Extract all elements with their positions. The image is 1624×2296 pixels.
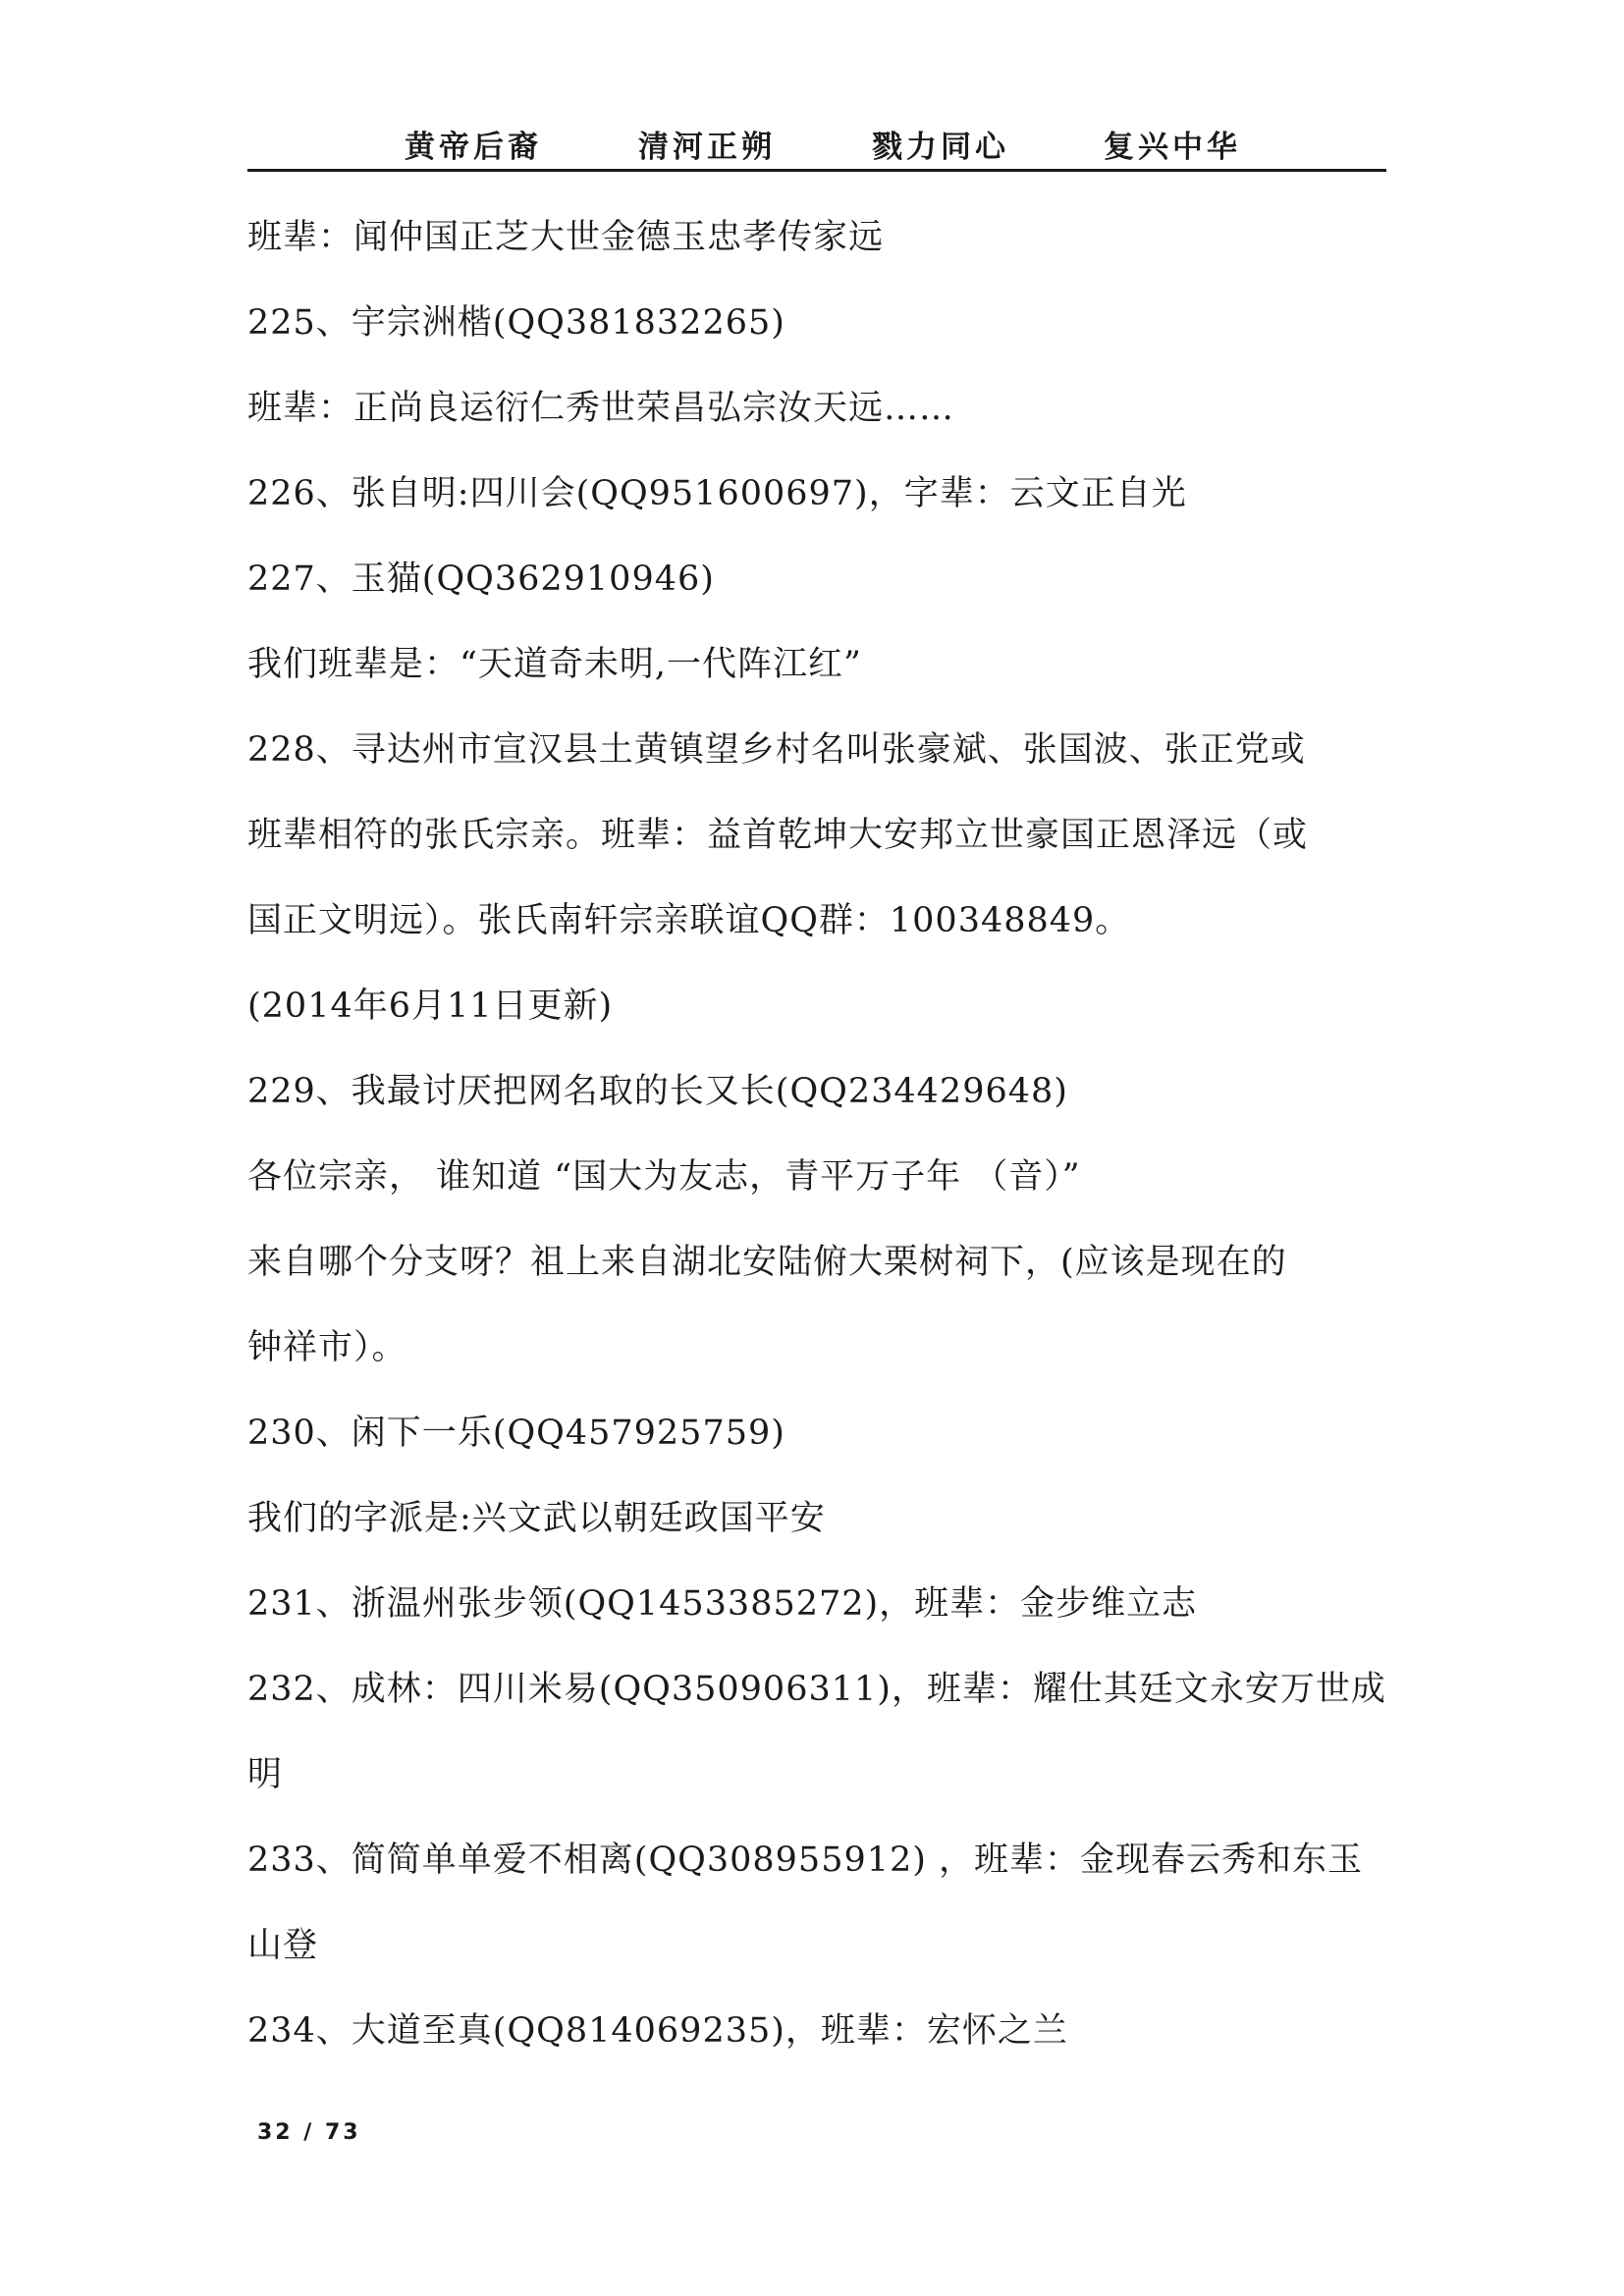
page-number: 32 / 73 <box>257 2120 361 2145</box>
text-line: 232、成林：四川米易(QQ350906311)，班辈：耀仕其廷文永安万世成 <box>247 1670 1386 1709</box>
text-line: 230、闲下一乐(QQ457925759) <box>247 1414 785 1453</box>
text-line: 明 <box>247 1755 284 1794</box>
text-line: 班辈：正尚良运衍仁秀世荣昌弘宗汝天远…… <box>247 389 955 428</box>
text-line: 225、宇宗洲楷(QQ381832265) <box>247 303 785 343</box>
text-line: 226、张自明:四川会(QQ951600697)，字辈：云文正自光 <box>247 474 1187 513</box>
header-motto-1: 黄帝后裔 <box>405 130 542 165</box>
text-line: 来自哪个分支呀？祖上来自湖北安陆俯大栗树祠下，(应该是现在的 <box>247 1243 1287 1282</box>
text-line: 233、简简单单爱不相离(QQ308955912) ，班辈：金现春云秀和东玉 <box>247 1841 1364 1880</box>
document-body <box>247 208 1406 2087</box>
text-line: 228、寻达州市宣汉县土黄镇望乡村名叫张豪斌、张国波、张正党或 <box>247 730 1306 770</box>
text-line: 我们的字派是:兴文武以朝廷政国平安 <box>247 1499 826 1538</box>
text-line: 229、我最讨厌把网名取的长又长(QQ234429648) <box>247 1072 1068 1111</box>
text-line: 我们班辈是：“天道奇未明,一代阵江红” <box>247 645 862 684</box>
header-motto-4: 复兴中华 <box>1104 130 1241 165</box>
text-line: 班辈：闻仲国正芝大世金德玉忠孝传家远 <box>247 218 885 257</box>
text-line: 山登 <box>247 1926 319 1965</box>
text-line: 班辈相符的张氏宗亲。班辈：益首乾坤大安邦立世豪国正恩泽远（或 <box>247 816 1309 855</box>
text-line: 231、浙温州张步领(QQ1453385272)，班辈：金步维立志 <box>247 1584 1198 1624</box>
page-header <box>247 116 1386 172</box>
text-line: 钟祥市）。 <box>247 1328 407 1367</box>
text-line: 国正文明远）。张氏南轩宗亲联谊QQ群：100348849。 <box>247 901 1131 940</box>
text-line: 227、玉猫(QQ362910946) <box>247 560 715 599</box>
header-motto-2: 清河正朔 <box>638 130 776 165</box>
text-line: 234、大道至真(QQ814069235)，班辈：宏怀之兰 <box>247 2011 1068 2051</box>
update-date-note: (2014年6月11日更新) <box>247 987 614 1026</box>
header-motto-3: 戮力同心 <box>872 130 1009 165</box>
text-line: 各位宗亲， 谁知道 “国大为友志，青平万子年 （音）” <box>247 1157 1081 1197</box>
